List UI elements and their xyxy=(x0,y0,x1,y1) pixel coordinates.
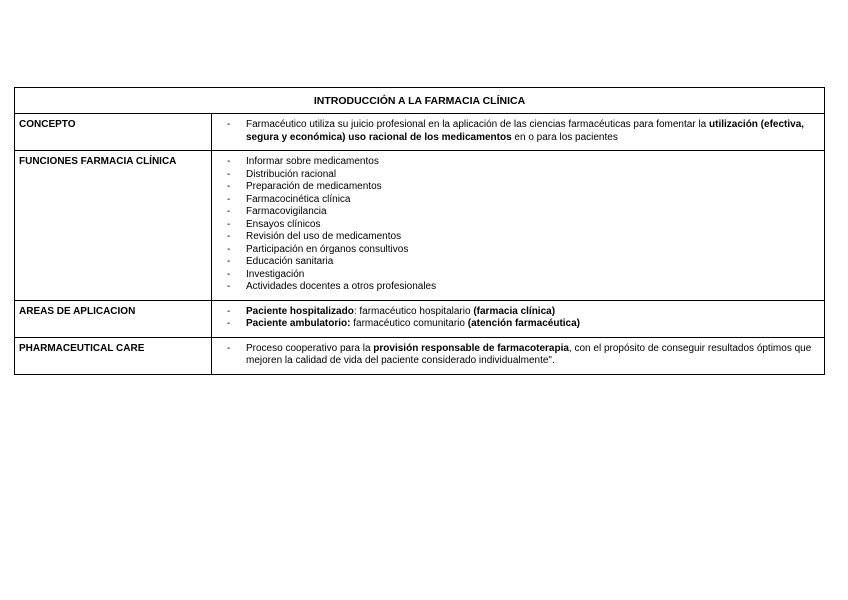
bold-text: Paciente ambulatorio: xyxy=(246,318,351,329)
table-row xyxy=(15,114,825,151)
row-content xyxy=(212,151,825,301)
bullet-list xyxy=(227,343,816,368)
farmacia-clinica-table xyxy=(14,87,825,375)
row-content xyxy=(212,300,825,337)
list-item xyxy=(227,119,816,144)
row-label: FUNCIONES FARMACIA CLÍNICA xyxy=(15,151,212,301)
list-item xyxy=(227,206,816,219)
bold-text: (farmacia clínica) xyxy=(473,305,556,317)
text-segment: Ensayos clínicos xyxy=(246,218,321,230)
text-segment: Educación sanitaria xyxy=(246,256,334,267)
list-item xyxy=(227,256,816,269)
table-row xyxy=(15,337,825,374)
text-segment: Preparación de medicamentos xyxy=(246,181,382,192)
bold-text: Paciente hospitalizado xyxy=(246,305,354,317)
text-segment: Informar sobre medicamentos xyxy=(246,156,379,167)
list-item xyxy=(227,269,816,282)
list-item xyxy=(227,318,816,331)
row-label: CONCEPTO xyxy=(15,114,212,151)
table-row xyxy=(15,300,825,337)
bold-text: provisión responsable de farmacoterapia xyxy=(373,342,569,354)
list-item xyxy=(227,194,816,207)
bullet-list xyxy=(227,306,816,331)
list-item xyxy=(227,281,816,294)
list-item xyxy=(227,244,816,257)
bold-text: utilización (efectiva, segura y económica) uso racional de los medicamentos xyxy=(246,119,805,143)
row-content xyxy=(212,337,825,374)
text-segment: Farmacovigilancia xyxy=(246,206,327,217)
list-item xyxy=(227,306,816,319)
text-segment: Revisión del uso de medicamentos xyxy=(246,231,402,242)
text-segment: Distribución racional xyxy=(246,168,337,180)
bold-text: (atención farmacéutica) xyxy=(467,318,581,329)
list-item xyxy=(227,343,816,368)
text-segment: en o para los pacientes xyxy=(511,131,618,143)
row-content xyxy=(212,114,825,151)
row-label: AREAS DE APLICACION xyxy=(15,300,212,337)
table-body xyxy=(15,88,825,375)
list-item xyxy=(227,169,816,182)
row-label: PHARMACEUTICAL CARE xyxy=(15,337,212,374)
text-segment: Investigación xyxy=(246,268,305,280)
text-segment: , con el propósito de conseguir resultados óptimos que mejoren la calidad de vida del paciente considerado individualmente". xyxy=(246,342,812,366)
list-item xyxy=(227,231,816,244)
text-segment: Proceso cooperativo para la xyxy=(246,342,374,354)
list-item xyxy=(227,219,816,232)
text-segment: farmacéutico comunitario xyxy=(350,318,468,329)
table-title: INTRODUCCIÓN A LA FARMACIA CLÍNICA xyxy=(15,88,825,114)
text-segment: Actividades docentes a otros profesionales xyxy=(246,281,437,292)
text-segment: Farmacocinética clínica xyxy=(246,193,351,205)
bullet-list xyxy=(227,156,816,294)
text-segment: : farmacéutico hospitalario xyxy=(353,305,474,317)
bullet-list xyxy=(227,119,816,144)
list-item xyxy=(227,156,816,169)
title-row xyxy=(15,88,825,114)
list-item xyxy=(227,181,816,194)
text-segment: Participación en órganos consultivos xyxy=(246,243,409,255)
text-segment: Farmacéutico utiliza su juicio profesional en la aplicación de las ciencias farmacéuticas para fomentar la xyxy=(246,119,710,130)
table-row xyxy=(15,151,825,301)
